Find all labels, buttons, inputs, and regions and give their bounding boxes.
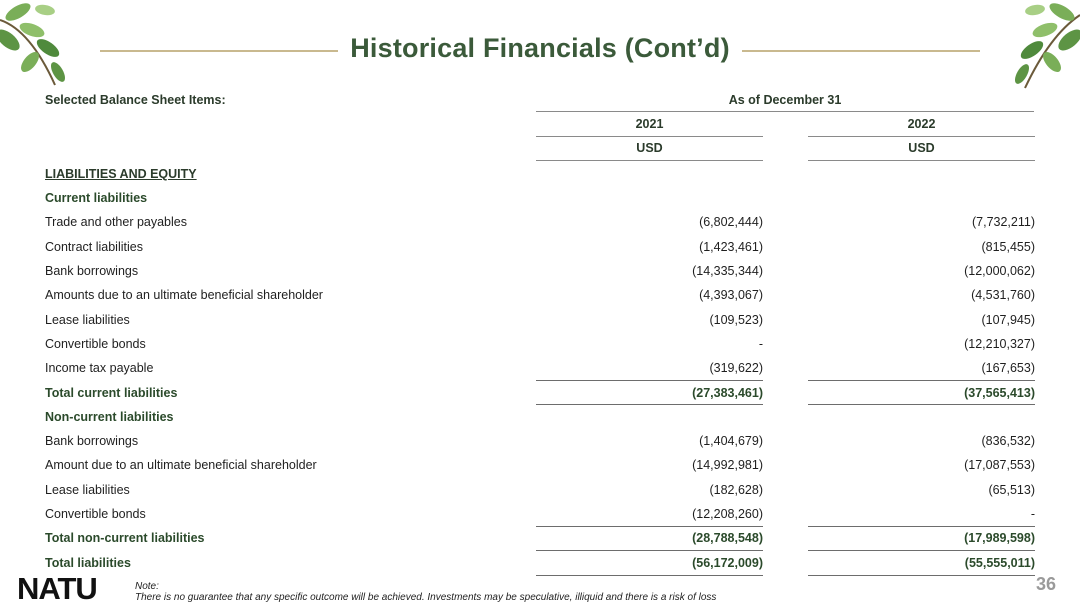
row-label: Trade and other payables <box>45 215 187 229</box>
table-row <box>45 332 1035 356</box>
table-row <box>45 502 1035 526</box>
table-row <box>45 356 1035 380</box>
value-2021: (28,788,548) <box>692 531 763 545</box>
title-divider <box>742 50 980 52</box>
leaf-decoration-icon <box>0 0 80 90</box>
note-label: Note: <box>135 581 159 592</box>
row-label: Total non-current liabilities <box>45 531 205 545</box>
value-2022: (65,513) <box>988 483 1035 497</box>
table-row <box>45 283 1035 307</box>
value-2021: (56,172,009) <box>692 556 763 570</box>
natu-logo <box>17 570 112 604</box>
total-divider <box>808 575 1035 576</box>
value-2022: (17,989,598) <box>964 531 1035 545</box>
currency-2021-header: USD <box>636 141 663 155</box>
leaf-decoration-icon <box>1000 0 1080 90</box>
row-label: Amount due to an ultimate beneficial shareholder <box>45 458 317 472</box>
value-2022: (167,653) <box>981 361 1035 375</box>
value-2021: (109,523) <box>709 313 763 327</box>
value-2021: - <box>758 337 763 351</box>
value-2021: (6,802,444) <box>699 215 763 229</box>
value-2022: (107,945) <box>981 313 1035 327</box>
value-2021: (1,404,679) <box>699 434 763 448</box>
row-label: Lease liabilities <box>45 483 130 497</box>
table-row <box>45 235 1035 259</box>
title-divider <box>100 50 338 52</box>
table-total-row <box>45 551 1035 575</box>
value-2021: (27,383,461) <box>692 386 763 400</box>
section-label: Selected Balance Sheet Items: <box>45 93 226 107</box>
value-2022: (7,732,211) <box>971 215 1035 229</box>
year-2021-header: 2021 <box>635 117 664 131</box>
value-2021: (14,992,981) <box>692 458 763 472</box>
as-of-header: As of December 31 <box>728 93 842 107</box>
value-2021: (14,335,344) <box>692 264 763 278</box>
table-subsection-heading <box>45 186 1035 210</box>
row-label: Income tax payable <box>45 361 154 375</box>
row-label: Convertible bonds <box>45 507 146 521</box>
currency-2022-header: USD <box>908 141 935 155</box>
row-label: Total current liabilities <box>45 386 178 400</box>
header-divider <box>536 111 1034 112</box>
table-row <box>45 478 1035 502</box>
row-label: Total liabilities <box>45 556 131 570</box>
value-2021: (1,423,461) <box>699 240 763 254</box>
table-row <box>45 429 1035 453</box>
table-row <box>45 259 1035 283</box>
total-divider <box>536 575 763 576</box>
header-divider <box>808 160 1035 161</box>
table-subsection-heading <box>45 405 1035 429</box>
row-label: LIABILITIES AND EQUITY <box>45 167 197 181</box>
value-2022: (55,555,011) <box>964 556 1035 570</box>
table-total-row <box>45 526 1035 550</box>
table-row <box>45 308 1035 332</box>
row-label: Lease liabilities <box>45 313 130 327</box>
row-label: Non-current liabilities <box>45 410 174 424</box>
value-2022: - <box>1030 507 1035 521</box>
value-2022: (17,087,553) <box>964 458 1035 472</box>
year-2022-header: 2022 <box>907 117 936 131</box>
row-label: Bank borrowings <box>45 434 139 448</box>
value-2022: (815,455) <box>981 240 1035 254</box>
table-total-row <box>45 381 1035 405</box>
header-divider <box>536 136 763 137</box>
header-divider <box>536 160 763 161</box>
row-label: Amounts due to an ultimate beneficial shareholder <box>45 288 323 302</box>
table-row <box>45 453 1035 477</box>
disclaimer-text: There is no guarantee that any specific outcome will be achieved. Investments may be speculative, illiquid and there is a risk of loss <box>135 592 717 603</box>
value-2022: (12,000,062) <box>964 264 1035 278</box>
row-label: Convertible bonds <box>45 337 146 351</box>
page-title: Historical Financials (Cont’d) <box>350 33 730 63</box>
header-divider <box>808 136 1035 137</box>
value-2022: (37,565,413) <box>964 386 1035 400</box>
value-2021: (182,628) <box>709 483 763 497</box>
value-2021: (12,208,260) <box>692 507 763 521</box>
value-2022: (836,532) <box>981 434 1035 448</box>
table-row <box>45 210 1035 234</box>
row-label: Current liabilities <box>45 191 148 205</box>
row-label: Contract liabilities <box>45 240 143 254</box>
value-2021: (4,393,067) <box>699 288 763 302</box>
value-2021: (319,622) <box>709 361 763 375</box>
row-label: Bank borrowings <box>45 264 139 278</box>
table-section-heading <box>45 162 1035 186</box>
value-2022: (12,210,327) <box>964 337 1035 351</box>
value-2022: (4,531,760) <box>971 288 1035 302</box>
page-number: 36 <box>1035 574 1056 594</box>
logo-text: NATU <box>17 571 97 604</box>
